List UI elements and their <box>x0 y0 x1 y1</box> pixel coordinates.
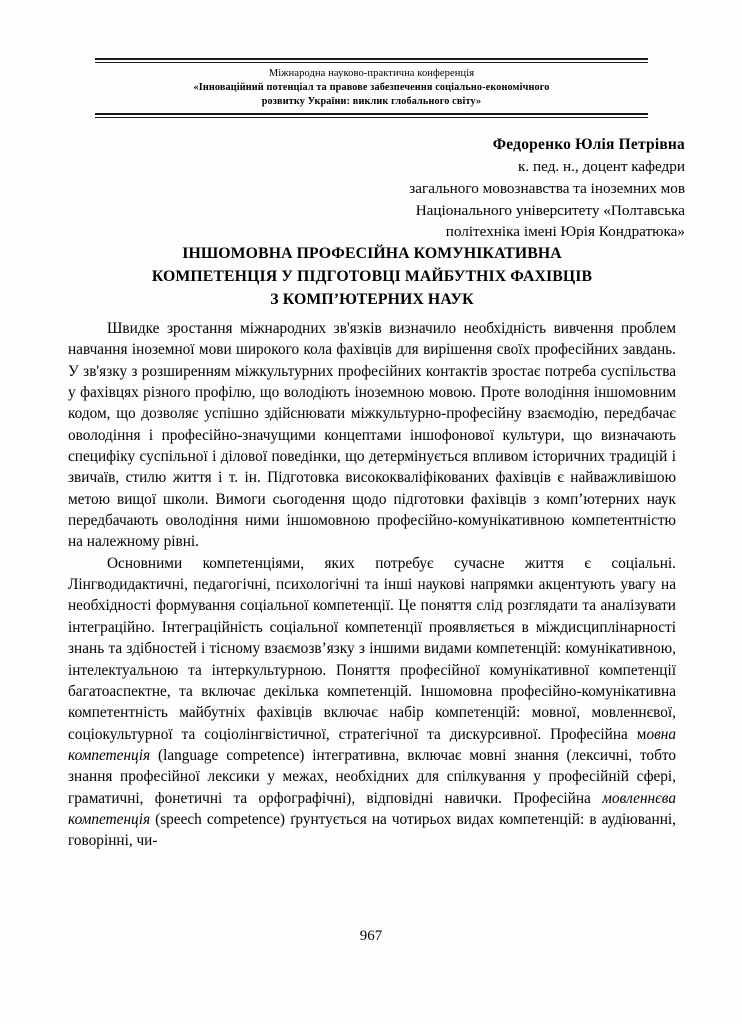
article-title-line-3: З КОМП’ЮТЕРНИХ НАУК <box>270 291 474 309</box>
running-header <box>95 58 648 118</box>
conference-subtitle-line-1: «Інноваційний потенціал та правове забезпечення соціально-економічного <box>193 82 550 94</box>
author-name: Федоренко Юлія Петрівна <box>492 136 685 153</box>
author-institution-line-2: політехніка імені Юрія Кондратюка» <box>445 223 685 241</box>
page-number: 967 <box>359 928 383 944</box>
conference-subtitle-line-2: розвитку України: виклик глобального світу» <box>261 96 482 108</box>
author-department: загального мовознавства та іноземних мов <box>409 179 685 197</box>
article-title-line-2: КОМПЕТЕНЦІЯ У ПІДГОТОВЦІ МАЙБУТНІХ ФАХІВЦІВ <box>151 268 593 286</box>
article-title <box>68 242 676 312</box>
author-block <box>215 134 685 243</box>
term-speech-competence: мовленнєва компетенція <box>68 789 676 828</box>
body-paragraph-2 <box>68 553 676 852</box>
header-rule-bottom <box>95 113 648 118</box>
author-degree: к. пед. н., доцент кафедри <box>518 158 685 175</box>
conference-name: Міжнародна науково-практична конференція <box>268 68 475 79</box>
paragraph-2-segment-1: Основними компетенціями, яких потребує сучасне життя є соціальні. Лінгводидактичні, педагогічні, психологічні та інші наукові напрямки акцентують увагу на необхідності формування соціальної компетенції. Це поняття слід розглядати та аналізувати інтеграційно. Інтеграційність соціальної компетенції проявляється в міждисциплінарності знань та здібностей і тісному взаємозв’язку з іншими видами компетенцій: комунікативною, інтелектуальною та інтеркультурною. Поняття професійної комунікативної компетенції багатоаспектне, та включає декілька компетенцій. Іншомовна професійно-комунікативна компетентність майбутніх фахівців включає набір компетенцій: мовної, мовленнєвої, соціокультурної та соціолінгвістичної, стратегічної та дискурсивної. Професійна м <box>68 554 676 743</box>
term-language-competence: овна компетенція <box>68 725 676 764</box>
paragraph-2-segment-2: (language competence) інтегративна, включає мовні знання (лексичні, тобто знання професійної лексики у межах, необхідних для спілкування у професійній сфері, граматичні, фонетичні та орфографічні), відповідні навички. Професійна <box>68 746 676 807</box>
paragraph-2-segment-3: (speech competence) ґрунтується на чотирьох видах компетенцій: в аудіюванні, говорінні, чи- <box>68 810 676 850</box>
author-institution-line-1: Національного університету «Полтавська <box>415 201 685 219</box>
body-paragraph-1: Швидке зростання міжнародних зв'язків визначило необхідність вивчення проблем навчання іноземної мови широкого кола фахівців для вирішення своїх професійних завдань. У зв'язку з розширенням міжкультурних професійних контактів зростає потреба суспільства у фахівцях різного профілю, що володіють іноземною мовою. Проте володіння іншомовним кодом, що дозволяє успішно здійснювати міжкультурно-професійну взаємодію, передбачає оволодіння і професійно-значущими концептами іншофонової культури, що визначають специфіку суспільної і ділової поведінки, що детермінується впливом історичних традицій і звичаїв, стилю життя і т. ін. Підготовка висококваліфікованих фахівців є найважливішою метою вищої школи. Вимоги сьогодення щодо підготовки фахівців з комп’ютерних наук передбачають оволодіння ними іншомовною професійно-комунікативною компетентністю на належному рівні. <box>68 320 676 551</box>
header-rule-top <box>95 58 648 63</box>
article-body <box>68 318 676 852</box>
article-title-line-1: ІНШОМОВНА ПРОФЕСІЙНА КОМУНІКАТИВНА <box>182 245 562 262</box>
